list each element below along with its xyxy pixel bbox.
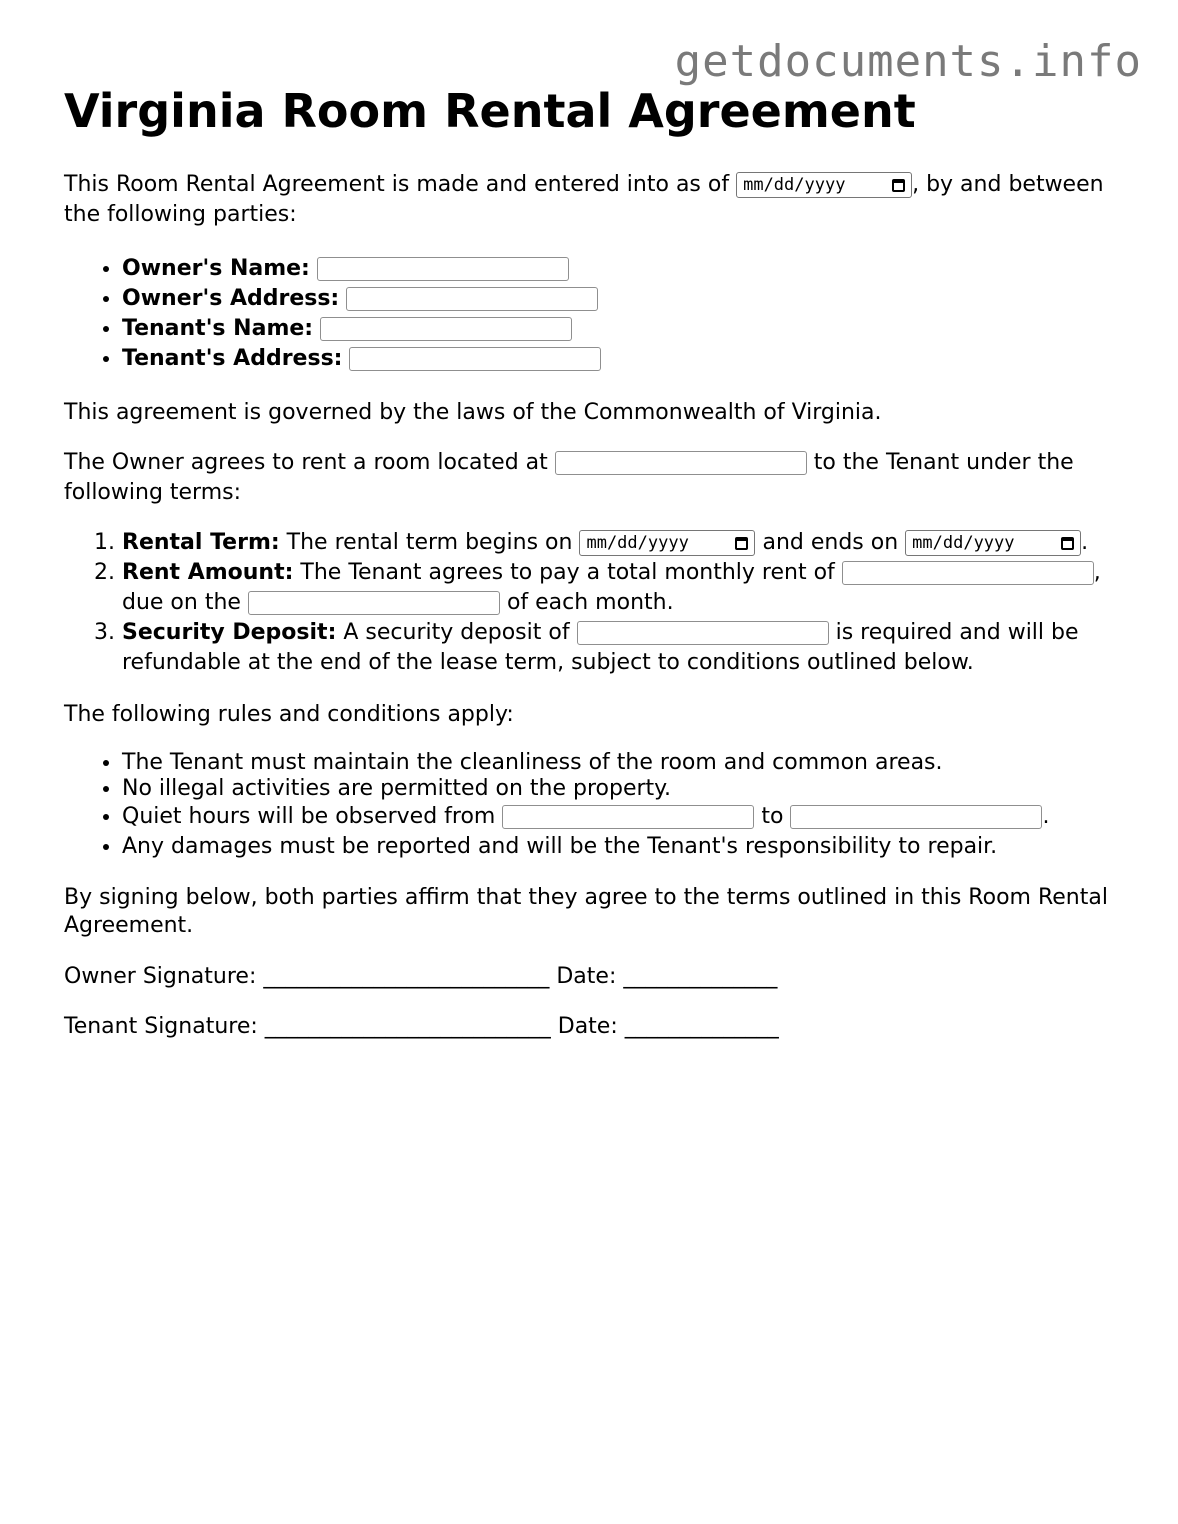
rent-amount-text1: The Tenant agrees to pay a total monthly rent of (300, 560, 835, 585)
tenant-address-label: Tenant's Address: (122, 346, 343, 371)
list-item (122, 314, 1124, 344)
governing-law-text: This agreement is governed by the laws of the Commonwealth of Virginia. (64, 400, 882, 425)
list-item: • The Tenant must maintain the cleanliness of the room and common areas. (122, 750, 1124, 776)
intro-text-after: , by and between the following parties: (64, 172, 1104, 227)
rental-start-date-input[interactable] (579, 530, 755, 556)
rent-amount-input[interactable] (842, 561, 1094, 585)
document (64, 82, 1124, 1042)
security-deposit-input[interactable] (577, 621, 829, 645)
terms-list (64, 528, 1124, 678)
list-item (122, 802, 1124, 832)
date-placeholder: mm/dd/yyyy (743, 175, 846, 195)
term-rent-amount (122, 558, 1124, 618)
list-item (122, 254, 1124, 284)
watermark: getdocuments.info (674, 36, 1142, 87)
calendar-icon[interactable] (1061, 537, 1074, 550)
tenant-name-input[interactable] (320, 317, 572, 341)
room-paragraph (64, 448, 1124, 508)
calendar-icon[interactable] (735, 537, 748, 550)
rental-end-date-input[interactable] (905, 530, 1081, 556)
rental-term-text2: and ends on (762, 530, 899, 555)
date-placeholder: mm/dd/yyyy (586, 533, 689, 553)
owner-name-label: Owner's Name: (122, 256, 310, 281)
date-placeholder: mm/dd/yyyy (912, 533, 1015, 553)
rent-amount-text2: , due on the (122, 560, 1101, 615)
agreement-date-input[interactable] (736, 172, 912, 198)
room-text-before: The Owner agrees to rent a room located at (64, 450, 548, 475)
rules-intro: The following rules and conditions apply: (64, 702, 514, 727)
tenant-name-label: Tenant's Name: (122, 316, 314, 341)
rent-due-day-input[interactable] (248, 591, 500, 615)
rental-term-label: Rental Term: (122, 530, 280, 555)
term-security-deposit (122, 618, 1124, 678)
quiet-hours-to: to (761, 804, 784, 829)
term-rental-term (122, 528, 1124, 558)
intro-paragraph (64, 170, 1124, 230)
quiet-hours-start-input[interactable] (502, 805, 754, 829)
tenant-signature-line: Tenant Signature: __________________________ Date: ______________ (64, 1014, 779, 1039)
tenant-address-input[interactable] (349, 347, 601, 371)
quiet-hours-text: Quiet hours will be observed from (122, 804, 496, 829)
list-item: • Any damages must be reported and will be the Tenant's responsibility to repair. (122, 832, 1124, 862)
rent-amount-label: Rent Amount: (122, 560, 294, 585)
parties-list (64, 254, 1124, 374)
quiet-hours-end: . (1042, 804, 1050, 829)
page-title: Virginia Room Rental Agreement (64, 84, 916, 138)
owner-address-label: Owner's Address: (122, 286, 340, 311)
list-item (122, 284, 1124, 314)
rent-amount-text3: of each month. (506, 590, 674, 615)
owner-name-input[interactable] (317, 257, 569, 281)
rental-term-end: . (1081, 530, 1089, 555)
calendar-icon[interactable] (892, 179, 905, 192)
owner-signature-line: Owner Signature: __________________________ Date: ______________ (64, 964, 778, 989)
security-deposit-text1: A security deposit of (343, 620, 570, 645)
room-location-input[interactable] (555, 451, 807, 475)
room-text-after: to the Tenant under the following terms: (64, 450, 1074, 505)
quiet-hours-end-input[interactable] (790, 805, 1042, 829)
security-deposit-text2: is required and will be refundable at the end of the lease term, subject to conditions outlined below. (122, 620, 1079, 675)
affirmation-text: By signing below, both parties affirm that they agree to the terms outlined in this Room Rental Agreement. (64, 885, 1108, 938)
list-item (122, 344, 1124, 374)
rental-term-text1: The rental term begins on (286, 530, 573, 555)
intro-text-before: This Room Rental Agreement is made and entered into as of (64, 172, 730, 197)
owner-address-input[interactable] (346, 287, 598, 311)
security-deposit-label: Security Deposit: (122, 620, 337, 645)
list-item: • No illegal activities are permitted on the property. (122, 776, 1124, 802)
rules-list (64, 750, 1124, 862)
